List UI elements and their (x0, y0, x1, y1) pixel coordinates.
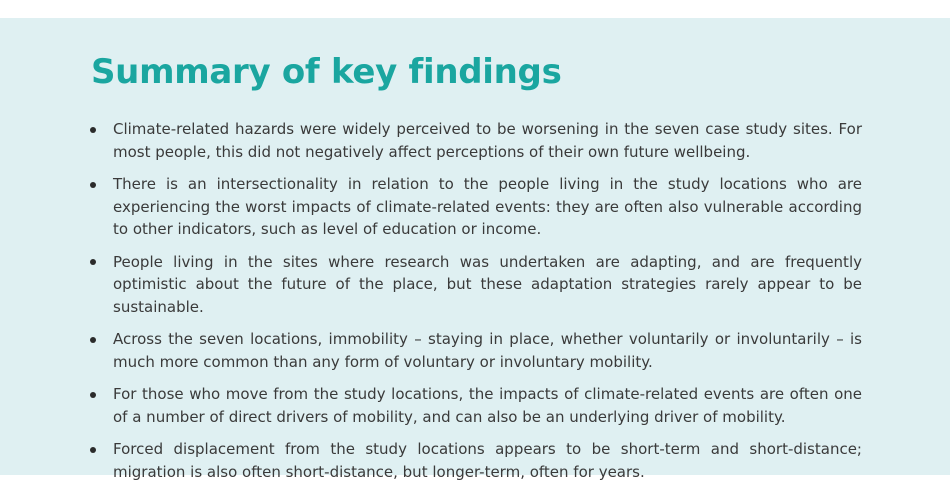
finding-text: For those who move from the study locations, the impacts of climate-related events are often one of a number of direct drivers of mobility, and can also be an underlying driver of mobility. (113, 385, 862, 426)
top-margin (0, 0, 950, 18)
finding-text: Across the seven locations, immobility – staying in place, whether voluntarily or involuntarily – is much more common than any form of voluntary or involuntary mobility. (113, 330, 862, 371)
bullet-icon (90, 337, 96, 343)
bullet-icon (90, 182, 96, 188)
bullet-icon (90, 447, 96, 453)
finding-text: Climate-related hazards were widely perceived to be worsening in the seven case study sites. For most people, this did not negatively affect perceptions of their own future wellbeing. (113, 120, 862, 161)
findings-list (90, 118, 862, 493)
list-item (90, 251, 862, 319)
list-item (90, 383, 862, 428)
list-item (90, 118, 862, 163)
finding-text: There is an intersectionality in relation to the people living in the study locations who are experiencing the worst impacts of climate-related events: they are often also vulnerable according to other indicators, such as level of education or income. (113, 175, 862, 238)
bullet-icon (90, 127, 96, 133)
list-item (90, 173, 862, 241)
list-item (90, 438, 862, 483)
findings-panel (0, 18, 950, 481)
finding-text: People living in the sites where research was undertaken are adapting, and are frequently optimistic about the future of the place, but these adaptation strategies rarely appear to be sustainable. (113, 252, 862, 316)
page-title: Summary of key findings (91, 52, 562, 92)
bullet-icon (90, 392, 96, 398)
list-item (90, 328, 862, 373)
bullet-icon (90, 259, 96, 265)
finding-text: Forced displacement from the study locations appears to be short-term and short-distance; migration is also often short-distance, but longer-term, often for years. (113, 440, 862, 481)
